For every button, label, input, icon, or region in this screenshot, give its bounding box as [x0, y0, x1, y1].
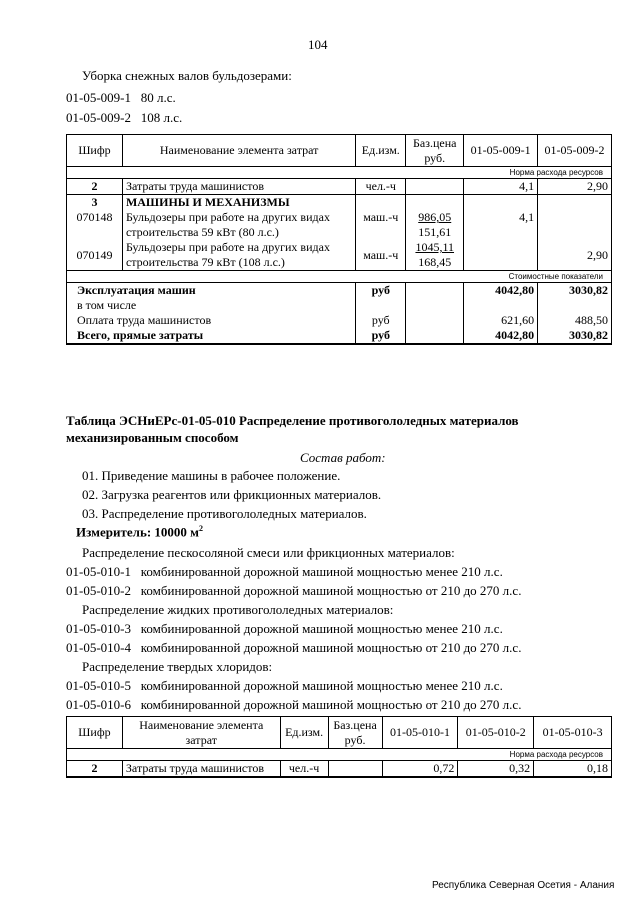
group-item — [66, 697, 521, 713]
item-code: 01-05-010-2 — [66, 583, 131, 598]
cost-value-1: 621,60 — [464, 313, 538, 328]
row-unit: маш.-ч — [356, 240, 406, 271]
item-desc: комбинированной дорожной машиной мощностью менее 210 л.с. — [140, 564, 503, 579]
group-title: Распределение пескосоляной смеси или фрикционных материалов: — [82, 545, 455, 560]
norm-label-row — [67, 749, 612, 761]
table-row — [67, 179, 612, 195]
table-title-line: механизированным способом — [66, 430, 239, 445]
cost-name: Оплата труда машинистов — [67, 313, 356, 328]
cost-value-1: 4042,80 — [464, 328, 538, 344]
item-desc: комбинированной дорожной машиной мощностью менее 210 л.с. — [140, 621, 503, 636]
row-value-3: 0,18 — [534, 761, 612, 778]
row-unit: чел.-ч — [356, 179, 406, 195]
header-col1: 01-05-010-1 — [382, 717, 458, 749]
measure-label: Измеритель: 10000 м — [76, 524, 200, 540]
row-name: Затраты труда машинистов — [122, 761, 280, 778]
variant-desc: 80 л.с. — [140, 90, 176, 105]
row-value-2: 2,90 — [538, 240, 612, 271]
row-value-1: 4,1 — [464, 179, 538, 195]
item-desc: комбинированной дорожной машиной мощностью от 210 до 270 л.с. — [140, 583, 522, 598]
section-title: Уборка снежных валов бульдозерами: — [82, 68, 292, 83]
header-name — [122, 717, 280, 749]
table-row — [67, 761, 612, 778]
header-unit: Ед.изм. — [356, 135, 406, 167]
row-name-line: строительства 79 кВт (108 л.с.) — [125, 255, 285, 269]
row-code: 2 — [67, 761, 123, 778]
cost-row — [67, 313, 612, 328]
row-price-line: 151,61 — [418, 225, 452, 239]
row-name: Затраты труда машинистов — [122, 179, 355, 195]
table-header-row — [67, 717, 612, 749]
work-heading: Состав работ: — [300, 450, 386, 465]
table-row — [67, 195, 612, 211]
item-desc: комбинированной дорожной машиной мощностью от 210 до 270 л.с. — [140, 640, 522, 655]
variant-code: 01-05-009-1 — [66, 90, 131, 105]
group-title: Распределение жидких противогололедных материалов: — [82, 602, 394, 617]
header-price-line: Баз.цена — [333, 717, 377, 732]
group-item — [66, 678, 503, 694]
header-price-line: руб. — [344, 732, 366, 747]
norm-label-row — [67, 167, 612, 179]
cost-label-row — [67, 271, 612, 283]
work-step: 02. Загрузка реагентов или фрикционных материалов. — [82, 487, 382, 502]
row-value-1 — [464, 240, 538, 271]
cost-name: в том числе — [67, 298, 356, 313]
cost-name: Всего, прямые затраты — [67, 328, 356, 344]
header-col2: 01-05-010-2 — [458, 717, 534, 749]
row-code: 3 — [67, 195, 123, 211]
variant-line — [66, 110, 182, 126]
table-row — [67, 210, 612, 240]
header-name-line: затрат — [185, 732, 217, 747]
cost-value-2: 3030,82 — [538, 283, 612, 299]
cost-row — [67, 298, 612, 313]
cost-name: Эксплуатация машин — [67, 283, 356, 299]
row-price — [406, 240, 464, 271]
measure-sup: 2 — [199, 524, 204, 533]
row-unit: чел.-ч — [280, 761, 328, 778]
variant-line — [66, 90, 176, 106]
group-item — [66, 621, 503, 637]
variant-desc: 108 л.с. — [140, 110, 183, 125]
row-price-line: 1045,11 — [415, 240, 455, 254]
table-row — [67, 240, 612, 271]
row-value-1: 0,72 — [382, 761, 458, 778]
item-code: 01-05-010-4 — [66, 640, 131, 655]
resource-table-2 — [66, 716, 612, 778]
header-name-line: Наименование элемента — [139, 717, 264, 732]
cost-label: Стоимостные показатели — [67, 271, 612, 283]
cost-unit: руб — [356, 313, 406, 328]
measure — [76, 524, 203, 540]
row-value-2: 2,90 — [538, 179, 612, 195]
group-item — [66, 583, 521, 599]
cost-row — [67, 328, 612, 344]
item-code: 01-05-010-3 — [66, 621, 131, 636]
row-name — [122, 240, 355, 271]
cost-unit: руб — [356, 328, 406, 344]
table-title-line: Таблица ЭСНиЕРс-01-05-010 Распределение противогололедных материалов — [66, 413, 519, 428]
item-code: 01-05-010-6 — [66, 697, 131, 712]
item-desc: комбинированной дорожной машиной мощностью от 210 до 270 л.с. — [140, 697, 522, 712]
row-name-line: строительства 59 кВт (80 л.с.) — [125, 225, 279, 239]
work-step: 01. Приведение машины в рабочее положение. — [82, 468, 341, 483]
row-value-1: 4,1 — [464, 210, 538, 240]
header-code: Шифр — [67, 717, 123, 749]
item-desc: комбинированной дорожной машиной мощностью менее 210 л.с. — [140, 678, 503, 693]
row-price — [406, 210, 464, 240]
work-step: 03. Распределение противогололедных материалов. — [82, 506, 367, 521]
group-item — [66, 564, 503, 580]
row-name-line: Бульдозеры при работе на других видах — [125, 240, 330, 254]
cost-value-1: 4042,80 — [464, 283, 538, 299]
page-number: 104 — [308, 37, 328, 52]
header-price — [328, 717, 382, 749]
row-price — [328, 761, 382, 778]
row-price — [406, 179, 464, 195]
header-name: Наименование элемента затрат — [122, 135, 355, 167]
footer: Республика Северная Осетия - Алания — [432, 880, 615, 891]
row-name: МАШИНЫ И МЕХАНИЗМЫ — [122, 195, 355, 211]
row-price-line: 168,45 — [418, 255, 452, 269]
group-item — [66, 640, 521, 656]
row-code: 070149 — [67, 240, 123, 271]
cost-row — [67, 283, 612, 299]
item-code: 01-05-010-5 — [66, 678, 131, 693]
row-price-line: 986,05 — [418, 210, 452, 224]
header-price: Баз.цена руб. — [406, 135, 464, 167]
row-code: 2 — [67, 179, 123, 195]
norm-label: Норма расхода ресурсов — [67, 749, 612, 761]
header-col2: 01-05-009-2 — [538, 135, 612, 167]
row-unit: маш.-ч — [356, 210, 406, 240]
cost-unit: руб — [356, 283, 406, 299]
header-col1: 01-05-009-1 — [464, 135, 538, 167]
header-col3: 01-05-010-3 — [534, 717, 612, 749]
row-value-2: 0,32 — [458, 761, 534, 778]
norm-label: Норма расхода ресурсов — [67, 167, 612, 179]
header-code: Шифр — [67, 135, 123, 167]
header-unit: Ед.изм. — [280, 717, 328, 749]
variant-code: 01-05-009-2 — [66, 110, 131, 125]
row-code: 070148 — [67, 210, 123, 240]
row-name — [122, 210, 355, 240]
cost-value-2: 3030,82 — [538, 328, 612, 344]
cost-value-2: 488,50 — [538, 313, 612, 328]
resource-table-1 — [66, 134, 612, 345]
row-name-line: Бульдозеры при работе на других видах — [125, 210, 330, 224]
item-code: 01-05-010-1 — [66, 564, 131, 579]
table-header-row — [67, 135, 612, 167]
group-title: Распределение твердых хлоридов: — [82, 659, 273, 674]
row-value-2 — [538, 210, 612, 240]
